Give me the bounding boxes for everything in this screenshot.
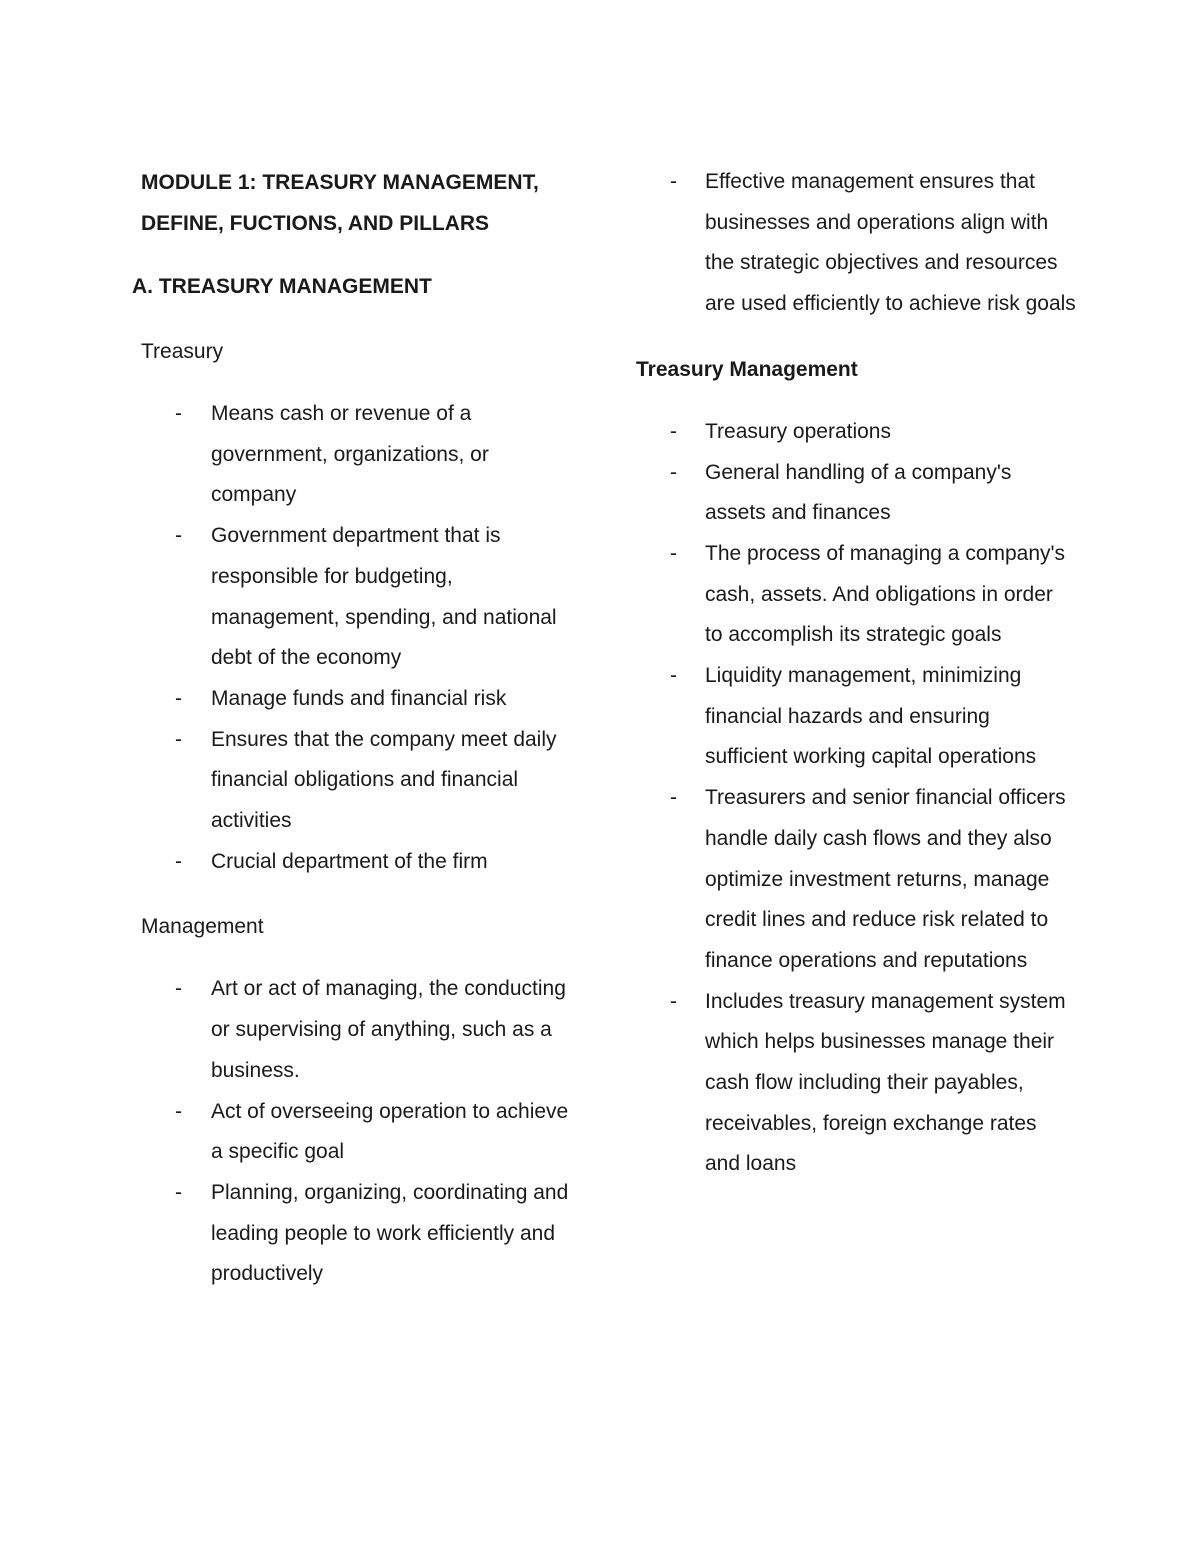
list-item-text: Treasurers and senior financial officers handle daily cash flows and they also optimize investment returns, manage credit lines and reduce risk related to finance operations and reputations [705, 786, 1066, 972]
dash-bullet: - [670, 989, 677, 1013]
dash-bullet: - [670, 419, 677, 443]
list-item-text: The process of managing a company's cash, assets. And obligations in order to accomplish its strategic goals [705, 541, 1066, 647]
list-item-text: Ensures that the company meet daily financial obligations and financial activities [211, 727, 557, 833]
list-item [141, 516, 571, 679]
list-item [141, 720, 571, 842]
list-item [636, 982, 1076, 1186]
dash-bullet: - [175, 402, 182, 425]
list-item-text: Treasury operations [705, 419, 891, 443]
list-item-text: General handling of a company's assets and finances [705, 460, 1012, 525]
subheading-management: Management [141, 915, 264, 939]
subheading-treasury: Treasury [141, 340, 224, 363]
list-item [141, 394, 571, 516]
dash-bullet: - [670, 664, 677, 688]
treasury-list [141, 394, 571, 882]
list-item [636, 778, 1076, 982]
list-item [141, 1173, 571, 1295]
list-item [636, 656, 1076, 778]
list-item [636, 412, 1076, 453]
treasury-management-list [636, 412, 1076, 1185]
list-item-text: Includes treasury management system which helps businesses manage their cash flow including their payables, receivables, foreign exchange rates and loans [705, 989, 1066, 1176]
dash-bullet: - [175, 977, 182, 1001]
continued-list [636, 162, 1076, 325]
list-item [141, 1092, 571, 1173]
list-item-text: Act of overseeing operation to achieve a specific goal [211, 1099, 569, 1164]
list-item [636, 453, 1076, 534]
dash-bullet: - [670, 786, 677, 810]
dash-bullet: - [670, 170, 677, 193]
list-item [141, 679, 571, 720]
module-title: MODULE 1: TREASURY MANAGEMENT, DEFINE, FUCTIONS, AND PILLARS [141, 171, 539, 235]
left-column [132, 162, 571, 1295]
list-item-text: Effective management ensures that businesses and operations align with the strategic objectives and resources are used efficiently to achieve risk goals [705, 170, 1076, 316]
dash-bullet: - [175, 849, 182, 873]
dash-bullet: - [175, 727, 182, 751]
dash-bullet: - [175, 524, 182, 548]
dash-bullet: - [175, 1180, 182, 1204]
dash-bullet: - [175, 1099, 182, 1123]
list-item-text: Crucial department of the firm [211, 849, 488, 873]
list-item-text: Means cash or revenue of a government, organizations, or company [211, 402, 489, 507]
list-item [636, 534, 1076, 656]
list-item [141, 969, 571, 1091]
list-item-text: Liquidity management, minimizing financial hazards and ensuring sufficient working capital operations [705, 664, 1037, 769]
management-list [141, 969, 571, 1295]
section-heading-treasury-management: A. TREASURY MANAGEMENT [132, 275, 432, 298]
list-item-text: Art or act of managing, the conducting or supervising of anything, such as a business. [211, 977, 566, 1082]
dash-bullet: - [670, 460, 677, 484]
list-item-text: Government department that is responsible for budgeting, management, spending, and national debt of the economy [211, 524, 557, 670]
list-item-text: Planning, organizing, coordinating and leading people to work efficiently and productively [211, 1180, 569, 1286]
right-column [636, 162, 1076, 1185]
dash-bullet: - [670, 541, 677, 565]
list-item-text: Manage funds and financial risk [211, 686, 507, 710]
dash-bullet: - [175, 686, 182, 710]
subheading-treasury-management: Treasury Management [636, 357, 858, 381]
list-item [141, 842, 571, 883]
list-item [636, 162, 1076, 325]
